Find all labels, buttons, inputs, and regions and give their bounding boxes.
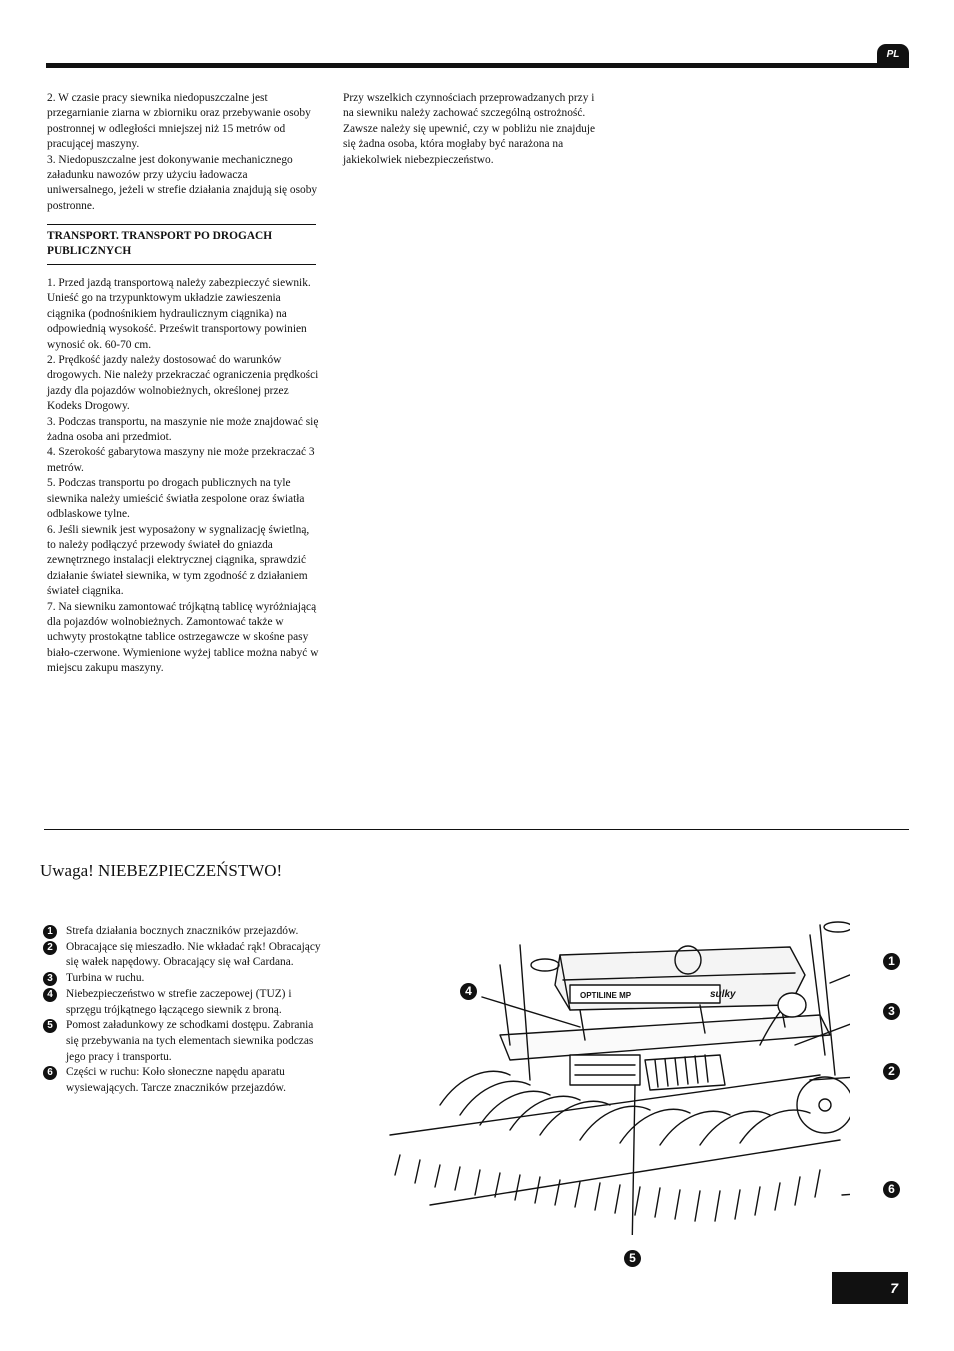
paragraph: 3. Podczas transportu, na maszynie nie może znajdować się żadna osoba ani przedmiot. [47, 415, 319, 444]
brand-logo: sulky [710, 989, 736, 1000]
legend-item [43, 924, 323, 940]
legend-item [43, 987, 323, 1018]
callout-3: 3 [883, 1003, 900, 1020]
legend-text: Strefa działania bocznych znaczników przejazdów. [66, 925, 299, 937]
hopper-label: OPTILINE MP [580, 991, 632, 1000]
legend-text: Pomost załadunkowy ze schodkami dostępu. Zabrania się przebywania na tych elementach siewnika podczas jego pracy i transportu. [66, 1019, 314, 1063]
mid-column [343, 91, 605, 168]
header-rule [46, 63, 909, 68]
number-badge: 2 [43, 941, 57, 955]
number-badge: 4 [43, 988, 57, 1002]
paragraph: 6. Jeśli siewnik jest wyposażony w sygnalizację świetlną, to należy podłączyć przewody świateł do gniazda zewnętrznego instalacji elektrycznej ciągnika, sprawdzić działanie świateł siewnika, w tym zgodność z działaniem świateł ciągnika. [47, 523, 310, 598]
callout-1: 1 [883, 953, 900, 970]
legend-text: Obracające się mieszadło. Nie wkładać rąk! Obracający się wałek napędowy. Obracający się wał Cardana. [66, 940, 321, 969]
number-badge: 3 [43, 972, 57, 986]
callout-5: 5 [624, 1250, 641, 1267]
legend-text: Części w ruchu: Koło słoneczne napędu aparatu wysiewających. Tarcze znaczników przejazdów. [66, 1066, 286, 1095]
legend-item [43, 1065, 323, 1096]
callout-4: 4 [460, 983, 477, 1000]
number-badge: 5 [43, 1019, 57, 1033]
paragraph: 2. Prędkość jazdy należy dostosować do warunków drogowych. Nie należy przekraczać ograniczenia prędkości jazdy dla pojazdów wolnobieżnych, określonej przez Kodeks Drogowy. [47, 354, 319, 413]
number-badge: 1 [43, 925, 57, 939]
paragraph: Przy wszelkich czynnościach przeprowadzanych przy i na siewniku należy zachować szczególną ostrożność. Zawsze należy się upewnić, czy w pobliżu nie znajduje się żadna osoba, która mogłaby być narażona na jakiekolwiek niebezpieczeństwo. [343, 92, 596, 166]
paragraph: 2. W czasie pracy siewnika niedopuszczalne jest przegarnianie ziarna w zbiorniku oraz przebywanie osoby postronnej w odległości mniejszej niż 15 metrów od pracującej maszyny. [47, 92, 311, 151]
legend-text: Niebezpieczeństwo w strefie zaczepowej (TUZ) i sprzęgu trójkątnego łączącego siewnik z broną. [66, 987, 292, 1016]
paragraph: 7. Na siewniku zamontować trójkątną tablicę wyróżniającą dla pojazdów wolnobieżnych. Zamontować także w uchwyty prostokątne tablice ostrzegawcze w skośne pasy biało-czerwone. Wymienione wyżej tablice można nabyć w miejscu zakupu maszyny. [47, 600, 319, 675]
callout-6: 6 [883, 1181, 900, 1198]
legend-item [43, 1018, 323, 1065]
legend-text: Turbina w ruchu. [66, 972, 145, 985]
legend-item [43, 971, 323, 987]
left-column-intro [47, 91, 319, 214]
paragraph: 3. Niedopuszczalne jest dokonywanie mechanicznego załadunku nawozów przy użyciu ładowacza uniwersalnego, jeżeli w strefie działania znajdują się osoby postronne. [47, 153, 318, 212]
legend-item [43, 940, 323, 971]
section-heading-transport: TRANSPORT. TRANSPORT PO DROGACH PUBLICZNYCH [47, 224, 316, 265]
paragraph: 4. Szerokość gabarytowa maszyny nie może przekraczać 3 metrów. [47, 446, 315, 474]
paragraph: 5. Podczas transportu po drogach publicznych na tyle siewnika należy umieścić światła zespolone oraz światła odblaskowe tylne. [47, 477, 305, 521]
seed-drill-illustration [380, 905, 850, 1235]
section-divider [44, 829, 909, 830]
paragraph: 1. Przed jazdą transportową należy zabezpieczyć siewnik. Unieść go na trzypunktowym układzie zawieszenia ciągnika (podnośnikiem hydraulicznym ciągnika) na odpowiednią wysokość. Prześwit transportowy powinien wynosić ok. 60-70 cm. [47, 277, 311, 351]
danger-legend [43, 924, 323, 1097]
callout-2: 2 [883, 1063, 900, 1080]
left-column-transport [47, 276, 319, 677]
page-number: 7 [832, 1272, 908, 1304]
language-badge: PL [877, 44, 909, 66]
danger-title: Uwaga! NIEBEZPIECZEŃSTWO! [40, 861, 283, 880]
number-badge: 6 [43, 1066, 57, 1080]
